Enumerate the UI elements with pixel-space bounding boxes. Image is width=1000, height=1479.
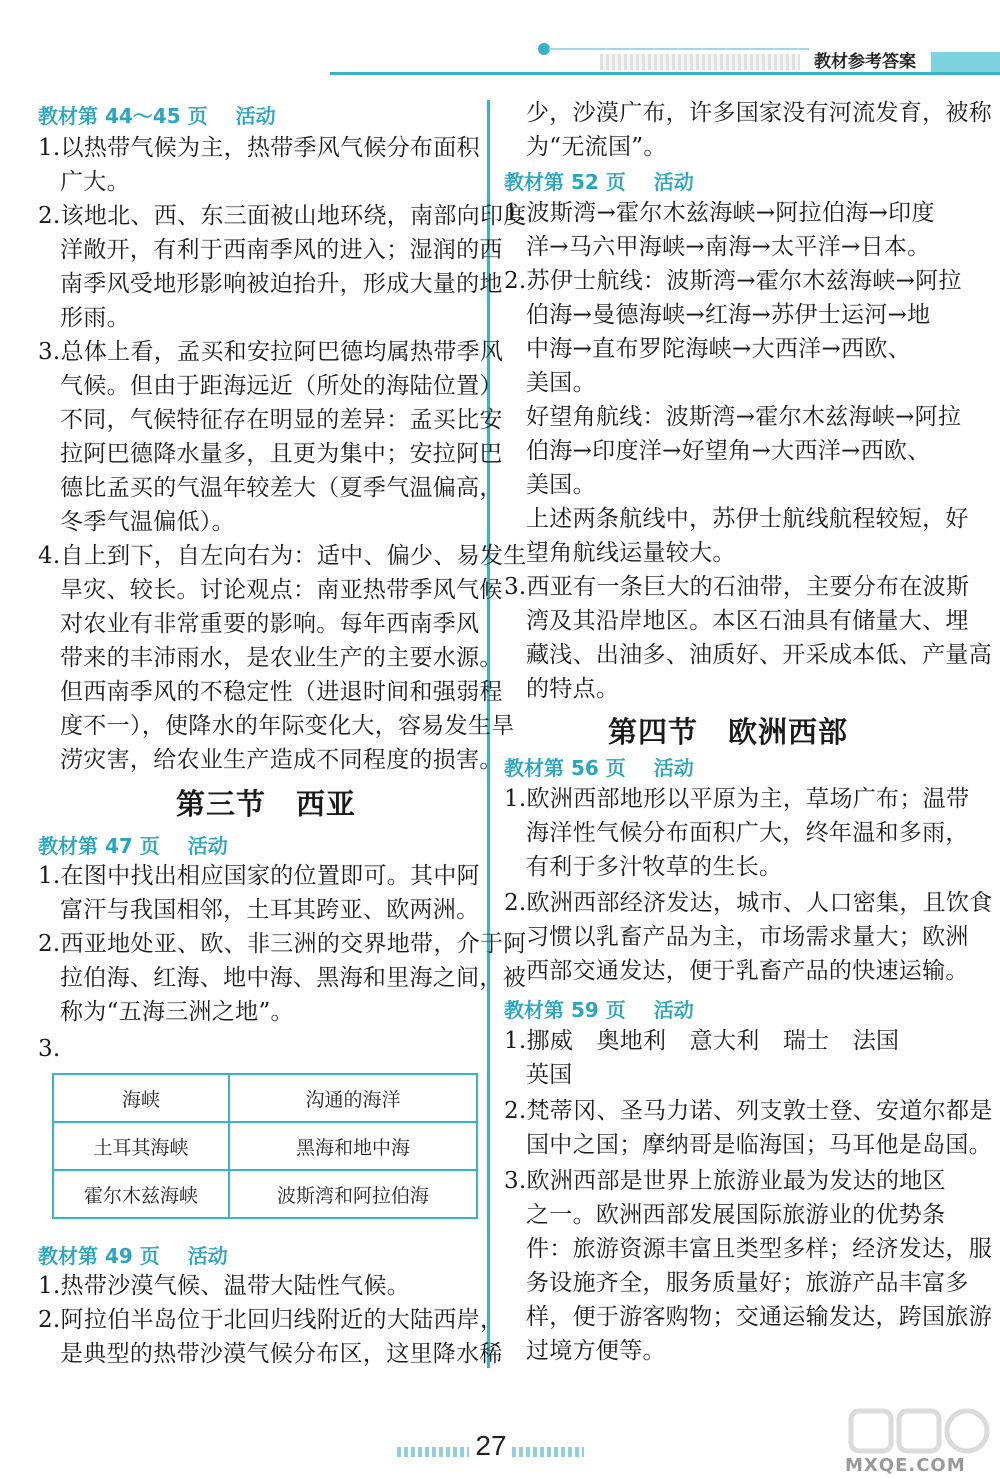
- table-row: [53, 1170, 477, 1218]
- answer-1-line-2: 广大。: [60, 169, 130, 195]
- r-answer-1-line-1: 1.波斯湾→霍尔木兹海峡→阿拉伯海→印度: [504, 200, 935, 226]
- answer-2-line-2: 洋敞开，有利于西南季风的进入；湿润的西: [60, 237, 503, 263]
- answer-4-line-3: 对农业有非常重要的影响。每年西南季风: [60, 611, 480, 637]
- r-answer-1-line-2: 洋→马六甲海峡→南海→太平洋→日本。: [526, 234, 931, 260]
- r-answer-3-line-1: 3.西亚有一条巨大的石油带，主要分布在波斯: [504, 574, 970, 600]
- r-answer-2c-line-2: 望角航线运量较大。: [526, 540, 736, 566]
- header-decor-band: [600, 54, 800, 70]
- answer-3-line-1: 3.总体上看，孟买和安拉阿巴德均属热带季风: [38, 339, 504, 365]
- header-tab: [931, 52, 1000, 72]
- answer-4-line-6: 度不一），使降水的年际变化大，容易发生旱: [60, 713, 515, 739]
- r-answer-2c-line-1: 上述两条航线中，苏伊士航线航程较短，好: [526, 506, 969, 532]
- activity-label-44-45: 教材第 44～45 页 活动: [38, 104, 276, 128]
- r-answer-2b-line-1: 好望角航线：波斯湾→霍尔木兹海峡→阿拉: [526, 404, 962, 430]
- answer-3-line-2: 气候。但由于距海远近（所处的海陆位置）: [60, 373, 503, 399]
- answer-2-line-1: 2.该地北、西、东三面被山地环绕，南部向印度: [38, 203, 527, 229]
- answer-4-line-1: 4.自上到下，自左向右为：适中、偏少、易发生: [38, 543, 527, 569]
- f-answer-1-line-2: 英国: [526, 1062, 573, 1088]
- f-answer-3-line-3: 件：旅游资源丰富且类型多样；经济发达，服: [526, 1236, 992, 1262]
- f-answer-1-line-1: 1.挪威 奥地利 意大利 瑞士 法国: [504, 1028, 900, 1054]
- answer-3-line-6: 冬季气温偏低）。: [60, 509, 235, 535]
- table-cell: 霍尔木兹海峡: [53, 1170, 229, 1218]
- w-answer-3-label: 3.: [38, 1036, 61, 1062]
- w-answer-1-line-2: 富汗与我国相邻，土耳其跨亚、欧两洲。: [60, 897, 480, 923]
- table-header-cell: 海峡: [53, 1074, 229, 1122]
- activity-label-47: 教材第 47 页 活动: [38, 834, 228, 858]
- r-answer-3-line-2: 湾及其沿岸地区。本区石油具有储量大、埋: [526, 608, 969, 634]
- r-answer-2-line-3: 中海→直布罗陀海峡→大西洋→西欧、: [526, 336, 911, 362]
- v-answer-2-line-1: 2.阿拉伯半岛位于北回归线附近的大陆西岸，: [38, 1307, 504, 1333]
- activity-label-49: 教材第 49 页 活动: [38, 1244, 228, 1268]
- r-answer-2-line-2: 伯海→曼德海峡→红海→苏伊士运河→地: [526, 302, 931, 328]
- answer-2-line-4: 形雨。: [60, 305, 130, 331]
- footer-decor-left: [397, 1447, 469, 1457]
- r-answer-2-line-1: 2.苏伊士航线：波斯湾→霍尔木兹海峡→阿拉: [504, 268, 962, 294]
- answer-3-line-4: 拉阿巴德降水量多，且更为集中；安拉阿巴: [60, 441, 503, 467]
- answer-3-line-5: 德比孟买的气温年较差大（夏季气温偏高，: [60, 475, 503, 501]
- table-cell: 黑海和地中海: [229, 1122, 477, 1170]
- w-answer-2-line-1: 2.西亚地处亚、欧、非三洲的交界地带，介于阿: [38, 931, 527, 957]
- e-answer-2-line-3: 西部交通发达，便于乳畜产品的快速运输。: [526, 958, 969, 984]
- footer-decor-right: [512, 1447, 584, 1457]
- w-answer-1-line-1: 1.在图中找出相应国家的位置即可。其中阿: [38, 863, 480, 889]
- table-cell: 波斯湾和阿拉伯海: [229, 1170, 477, 1218]
- v-answer-1: 1.热带沙漠气候、温带大陆性气候。: [38, 1273, 411, 1299]
- strait-table: [52, 1073, 478, 1219]
- table-header-cell: 沟通的海洋: [229, 1074, 477, 1122]
- f-answer-2-line-1: 2.梵蒂冈、圣马力诺、列支敦士登、安道尔都是: [504, 1098, 993, 1124]
- answer-4-line-7: 涝灾害，给农业生产造成不同程度的损害。: [60, 747, 503, 773]
- r-answer-2-line-4: 美国。: [526, 370, 596, 396]
- w-answer-2-line-3: 称为“五海三洲之地”。: [60, 999, 294, 1025]
- r-answer-2b-line-3: 美国。: [526, 472, 596, 498]
- activity-label-52: 教材第 52 页 活动: [504, 170, 694, 194]
- continued-line-1: 少，沙漠广布，许多国家没有河流发育，被称: [526, 100, 992, 126]
- answer-4-line-2: 旱灾、较长。讨论观点：南亚热带季风气候: [60, 577, 503, 603]
- section-title-west-asia: 第三节 西亚: [176, 787, 357, 821]
- r-answer-3-line-3: 藏浅、出油多、油质好、开采成本低、产量高: [526, 642, 992, 668]
- answer-3-line-3: 不同，气候特征存在明显的差异：孟买比安: [60, 407, 503, 433]
- v-answer-2-line-2: 是典型的热带沙漠气候分布区，这里降水稀: [60, 1341, 503, 1367]
- f-answer-3-line-2: 之一。欧洲西部发展国际旅游业的优势条: [526, 1202, 946, 1228]
- f-answer-3-line-6: 过境方便等。: [526, 1338, 666, 1364]
- e-answer-1-line-2: 海洋性气候分布面积广大，终年温和多雨，: [526, 820, 969, 846]
- e-answer-1-line-1: 1.欧洲西部地形以平原为主，草场广布；温带: [504, 786, 970, 812]
- answer-1-line-1: 1.以热带气候为主，热带季风气候分布面积: [38, 135, 480, 161]
- header-accent-line: [549, 48, 809, 50]
- header-title: 教材参考答案: [802, 50, 928, 74]
- table-cell: 土耳其海峡: [53, 1122, 229, 1170]
- section-title-western-europe: 第四节 欧洲西部: [608, 715, 849, 749]
- f-answer-2-line-2: 国中之国；摩纳哥是临海国；马耳他是岛国。: [526, 1132, 992, 1158]
- watermark-text: MXQE.COM: [845, 1455, 966, 1476]
- answer-4-line-4: 带来的丰沛雨水，是农业生产的主要水源。: [60, 645, 503, 671]
- e-answer-2-line-2: 习惯以乳畜产品为主，市场需求量大；欧洲: [526, 924, 969, 950]
- f-answer-3-line-5: 样，便于游客购物；交通运输发达，跨国旅游: [526, 1304, 992, 1330]
- e-answer-2-line-1: 2.欧洲西部经济发达，城市、人口密集，且饮食: [504, 890, 993, 916]
- activity-label-59: 教材第 59 页 活动: [504, 998, 694, 1022]
- table-row: [53, 1122, 477, 1170]
- answer-2-line-3: 南季风受地形影响被迫抬升，形成大量的地: [60, 271, 503, 297]
- r-answer-2b-line-2: 伯海→印度洋→好望角→大西洋→西欧、: [526, 438, 931, 464]
- table-header-row: [53, 1074, 477, 1122]
- f-answer-3-line-4: 务设施齐全，服务质量好；旅游产品丰富多: [526, 1270, 969, 1296]
- continued-line-2: 为“无流国”。: [526, 134, 667, 160]
- e-answer-1-line-3: 有利于多汁牧草的生长。: [526, 854, 783, 880]
- answer-4-line-5: 但西南季风的不稳定性（进退时间和强弱程: [60, 679, 503, 705]
- f-answer-3-line-1: 3.欧洲西部是世界上旅游业最为发达的地区: [504, 1168, 946, 1194]
- activity-label-56: 教材第 56 页 活动: [504, 756, 694, 780]
- page-number: 27: [475, 1430, 507, 1461]
- r-answer-3-line-4: 的特点。: [526, 676, 620, 702]
- header-rule: [330, 72, 1000, 75]
- w-answer-2-line-2: 拉伯海、红海、地中海、黑海和里海之间，被: [60, 965, 526, 991]
